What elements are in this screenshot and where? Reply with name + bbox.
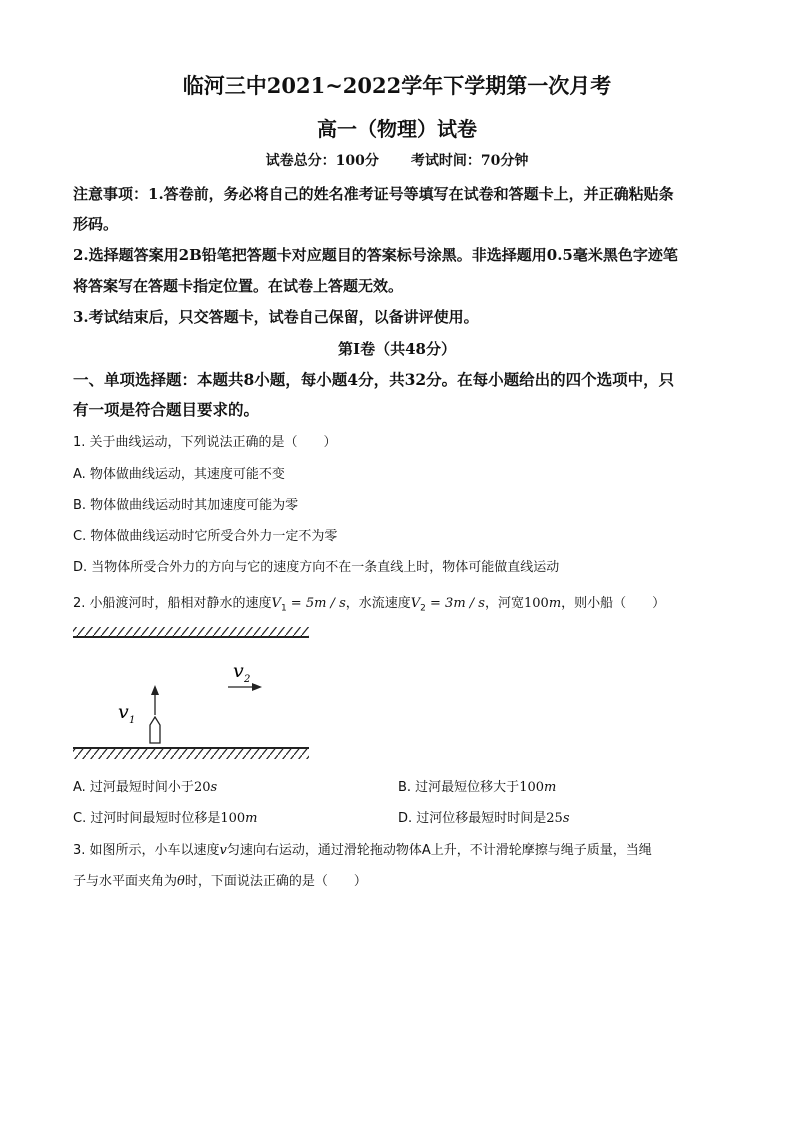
v1-label-sub: 1 xyxy=(129,715,136,726)
section-heading-line-2: 有一项是符合题目要求的。 xyxy=(73,400,260,419)
notice-line-4: 将答案写在答题卡指定位置。在试卷上答题无效。 xyxy=(73,277,404,295)
q3-stem-line-2: 子与水平面夹角为θ时，下面说法正确的是（ ） xyxy=(73,874,367,889)
exam-meta xyxy=(0,150,794,170)
q2-option-c: C. 过河时间最短时位移是100m xyxy=(73,811,258,826)
v1-symbol: V xyxy=(271,596,281,611)
exam-subtitle: 高一（物理）试卷 xyxy=(317,117,477,141)
v2-symbol: V xyxy=(410,596,421,611)
notice-line-1: 注意事项：1.答卷前，务必将自己的姓名准考证号等填写在试卷和答题卡上，并正确粘贴条 xyxy=(73,185,674,203)
bottom-bank xyxy=(73,748,309,759)
v2-label: v xyxy=(233,660,244,682)
top-bank xyxy=(73,627,309,637)
boat xyxy=(150,717,160,743)
notice-line-2: 形码。 xyxy=(73,215,119,233)
q2-stem: 2. 小船渡河时，船相对静水的速度$V_1 = 5m / s$，水流速度$V_2 = 3m / s$，河宽100m，则小船（ ） xyxy=(73,596,666,614)
q2-option-a: A. 过河最短时间小于20s xyxy=(73,780,218,795)
q1-stem: 1. 关于曲线运动，下列说法正确的是（ ） xyxy=(73,435,337,450)
q1-option-b: B. 物体做曲线运动时其加速度可能为零 xyxy=(73,498,299,513)
q2-option-d: D. 过河位移最短时时间是25s xyxy=(398,811,570,826)
notice-line-3: 2.选择题答案用2B铅笔把答题卡对应题目的答案标号涂黑。非选择题用0.5毫米黑色字迹笔 xyxy=(73,246,678,264)
exam-title: 临河三中2021~2022学年下学期第一次月考 xyxy=(182,73,612,98)
part-heading: 第I卷（共48分） xyxy=(338,340,456,358)
exam-time: 考试时间：70分钟 xyxy=(410,153,529,169)
q3-stem-line-1: 3. 如图所示，小车以速度v匀速向右运动，通过滑轮拖动物体A上升，不计滑轮摩擦与绳子质量，当绳 xyxy=(73,843,652,858)
v1-arrow xyxy=(151,685,159,715)
notice-line-5: 3.考试结束后，只交答题卡，试卷自己保留，以备讲评使用。 xyxy=(73,308,479,326)
v1-label: v xyxy=(118,701,129,723)
q2-option-b: B. 过河最短位移大于100m xyxy=(398,780,557,795)
river-diagram xyxy=(70,625,315,765)
q1-option-c: C. 物体做曲线运动时它所受合外力一定不为零 xyxy=(73,529,338,544)
q1-option-a: A. 物体做曲线运动，其速度可能不变 xyxy=(73,467,285,482)
total-score: 试卷总分：100分 xyxy=(265,153,379,169)
section-heading-line-1: 一、单项选择题：本题共8小题，每小题4分，共32分。在每小题给出的四个选项中，只 xyxy=(73,370,675,389)
v2-label-sub: 2 xyxy=(244,674,251,685)
q1-option-d: D. 当物体所受合外力的方向与它的速度方向不在一条直线上时，物体可能做直线运动 xyxy=(73,560,560,575)
